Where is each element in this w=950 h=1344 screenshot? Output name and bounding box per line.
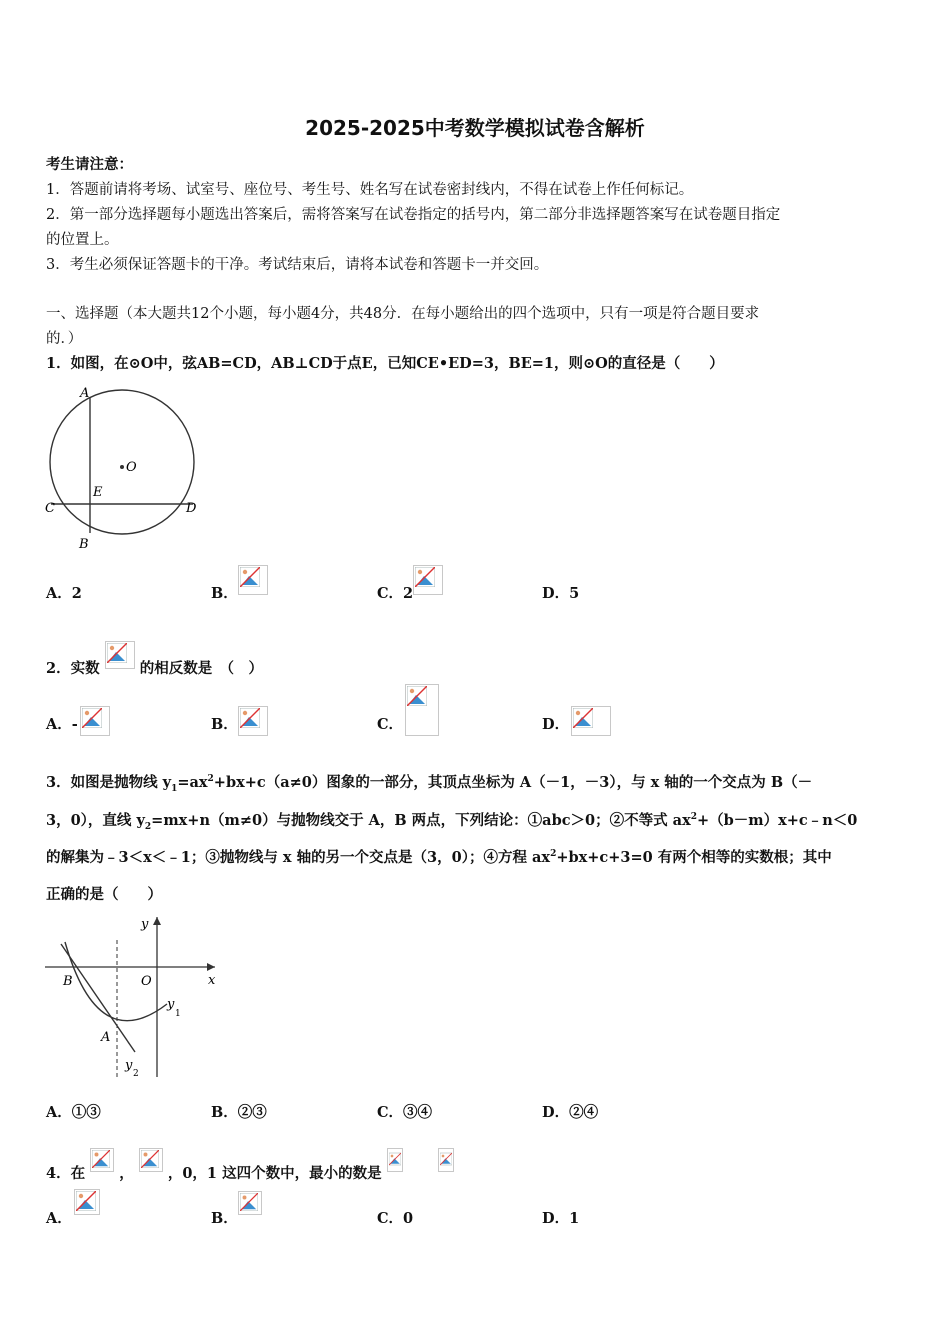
q2-stem-prefix: 2．实数 — [46, 660, 100, 677]
center-point — [120, 465, 124, 469]
label-y1: y — [167, 997, 175, 1012]
notice-item-2: 2．第一部分选择题每小题选出答案后，需将答案写在试卷指定的括号内，第二部分非选择题答案写在试卷题目指定 — [46, 207, 781, 223]
q2-option-a[interactable]: A．- — [46, 716, 78, 733]
parabola-y1 — [65, 942, 167, 1021]
q3-l2c: +（b－m）x+c﹣n＜0 — [697, 812, 858, 829]
broken-image-icon — [238, 706, 268, 736]
notice-item-3: 3．考生必须保证答题卡的干净。考试结束后，请将本试卷和答题卡一并交回。 — [46, 257, 549, 273]
broken-image-icon — [90, 1148, 114, 1172]
q4-stem-c: ，0，1 这四个数中，最小的数是 — [167, 1165, 382, 1182]
q3-l1-sup: 2 — [207, 774, 214, 785]
question-2-stem — [46, 641, 263, 678]
q3-option-b[interactable]: B．②③ — [211, 1104, 267, 1121]
q1-option-c-label: C．2 — [377, 585, 414, 602]
label-a: A — [80, 386, 90, 401]
label-o: O — [141, 974, 152, 989]
broken-image-icon — [387, 1148, 403, 1172]
line-y2 — [61, 944, 135, 1052]
q2-stem-suffix: 的相反数是 （ ） — [139, 660, 263, 677]
label-y-axis: y — [141, 917, 149, 932]
q1-option-a[interactable]: A．2 — [46, 585, 82, 602]
q1-option-b[interactable] — [211, 582, 238, 603]
q1-option-c[interactable] — [377, 582, 413, 603]
broken-image-icon — [80, 706, 110, 736]
q4-option-a[interactable]: A． — [46, 1210, 72, 1227]
parabola-figure — [43, 912, 223, 1082]
q3-l3a: 的解集为﹣3＜x＜﹣1；③抛物线与 x 轴的另一个交点是（3，0）；④方程 ax — [46, 849, 551, 866]
q3-l1-sub: 1 — [171, 783, 178, 794]
question-1-stem: 1．如图，在⊙O中，弦AB=CD，AB⊥CD于点E，已知CE•ED=3，BE=1，则⊙O的直径是（ ） — [46, 355, 724, 372]
label-b: B — [79, 537, 89, 552]
question-3-line-4: 正确的是（ ） — [46, 886, 162, 903]
broken-image-icon — [105, 641, 135, 669]
broken-image-icon — [238, 1191, 262, 1215]
section-heading-cont: 的．） — [46, 331, 83, 347]
q3-l1c: +bx+c（a≠0）图象的一部分，其顶点坐标为 A（－1，－3），与 x 轴的一个交点为 B（－ — [213, 774, 813, 791]
q1-option-d[interactable]: D．5 — [542, 585, 580, 602]
question-3-line-2 — [46, 809, 857, 832]
broken-image-icon — [139, 1148, 163, 1172]
q3-l2a: 3，0），直线 y — [46, 812, 145, 829]
label-y1-sub: 1 — [175, 1009, 181, 1019]
broken-image-icon — [571, 706, 611, 736]
q3-option-a[interactable]: A．①③ — [46, 1104, 101, 1121]
q4-stem-a: 4．在 — [46, 1165, 86, 1182]
q4-option-c[interactable]: C．0 — [377, 1210, 414, 1227]
broken-image-icon — [438, 1148, 454, 1172]
q3-l3b: +bx+c+3=0 有两个相等的实数根；其中 — [556, 849, 832, 866]
label-e: E — [93, 485, 103, 500]
q3-option-d[interactable]: D．②④ — [542, 1104, 599, 1121]
question-4-stem — [46, 1148, 454, 1183]
broken-image-icon — [238, 565, 268, 595]
broken-image-icon — [405, 684, 439, 736]
label-x-axis: x — [208, 973, 216, 988]
q4-stem-b: ， — [119, 1165, 134, 1182]
label-o: O — [126, 460, 137, 475]
q2-option-b[interactable]: B． — [211, 716, 238, 733]
q4-option-d[interactable]: D．1 — [542, 1210, 580, 1227]
q3-l2-sup: 2 — [690, 812, 697, 823]
q2-option-d[interactable]: D． — [542, 716, 570, 733]
question-3-line-3 — [46, 846, 832, 867]
section-heading: 一、选择题（本大题共12个小题，每小题4分，共48分．在每小题给出的四个选项中，只有一项是符合题目要求 — [46, 306, 760, 322]
circle-o — [50, 390, 194, 534]
q3-l1b: =ax — [177, 774, 208, 791]
notice-heading: 考生请注意： — [46, 156, 133, 173]
label-y2: y — [125, 1058, 133, 1073]
page-title: 2025-2025中考数学模拟试卷含解析 — [305, 116, 645, 140]
notice-item-1: 1．答题前请将考场、试室号、座位号、考生号、姓名写在试卷密封线内，不得在试卷上作任何标记。 — [46, 182, 694, 198]
label-d: D — [186, 501, 197, 516]
q3-l2-sub: 2 — [144, 821, 152, 832]
label-y2-sub: 2 — [133, 1069, 139, 1079]
q4-option-b[interactable]: B． — [211, 1210, 238, 1227]
broken-image-icon — [74, 1189, 100, 1215]
q1-option-b-label: B． — [211, 585, 238, 602]
question-3-line-1 — [46, 771, 812, 794]
notice-item-2-cont: 的位置上。 — [46, 232, 119, 248]
q2-option-c[interactable]: C． — [377, 716, 404, 733]
circle-figure — [45, 380, 205, 555]
label-a: A — [101, 1030, 111, 1045]
q3-option-c[interactable]: C．③④ — [377, 1104, 433, 1121]
label-b: B — [63, 974, 73, 989]
x-axis-arrow — [207, 963, 215, 971]
q3-l1a: 3．如图是抛物线 y — [46, 774, 172, 791]
y-axis-arrow — [153, 917, 161, 925]
q3-l3-sup: 2 — [550, 849, 557, 860]
q3-l2b: =mx+n（m≠0）与抛物线交于 A，B 两点，下列结论：①abc＞0；②不等式 ax — [151, 812, 691, 829]
broken-image-icon — [413, 565, 443, 595]
label-c: C — [45, 501, 55, 516]
